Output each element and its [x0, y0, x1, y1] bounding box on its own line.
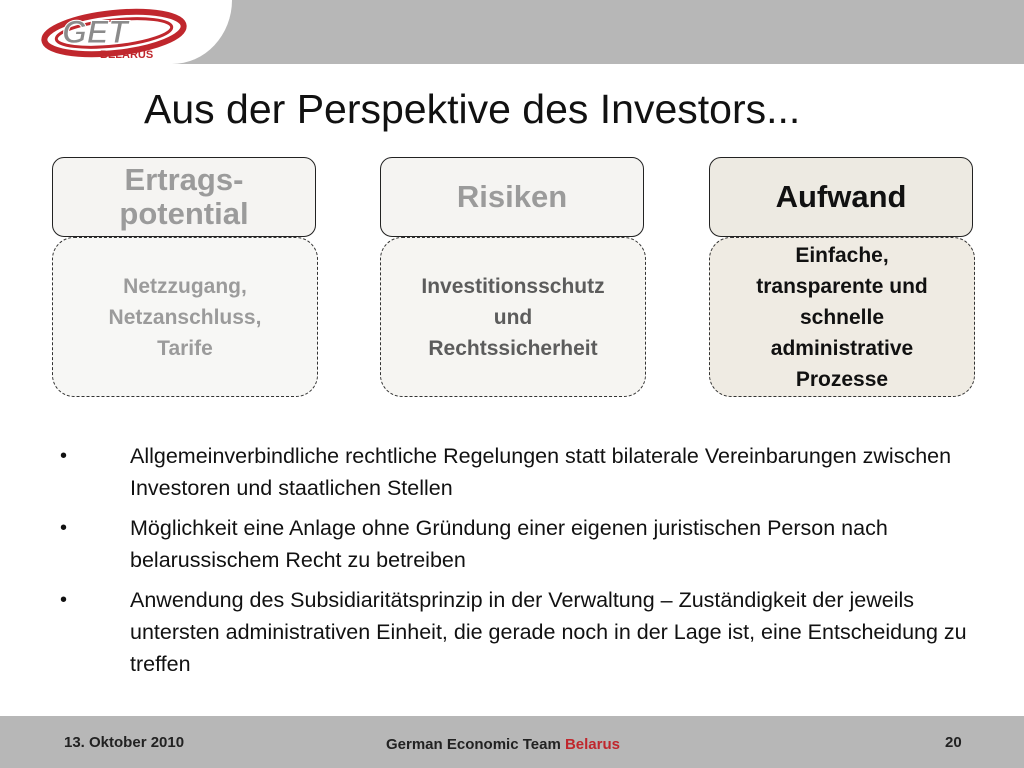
footer-date: 13. Oktober 2010 [64, 734, 185, 751]
logo-area [0, 0, 232, 64]
bullet-list [60, 440, 980, 688]
bullet-item [60, 584, 980, 680]
footer-band [0, 716, 1024, 768]
bullet-marker: • [60, 445, 68, 467]
bullet-item [60, 440, 980, 504]
bullet-item [60, 512, 980, 576]
footer-team-prefix: German Economic Team [386, 736, 565, 753]
page-number: 20 [945, 734, 962, 751]
footer-team [386, 736, 620, 753]
bullet-marker: • [60, 517, 68, 539]
column-heading-aufwand [709, 157, 973, 237]
logo-main-text: GET [62, 14, 128, 50]
get-belarus-logo [40, 6, 200, 60]
column-body-risiken [380, 237, 646, 397]
column-heading-text: Risiken [456, 179, 568, 214]
column-body-text: Netzzugang, Netzanschluss, Tarife [108, 274, 262, 360]
footer-team-accent: Belarus [564, 736, 620, 753]
bullet-text: Anwendung des Subsidiaritätsprinzip in der Verwaltung – Zuständigkeit der jeweils untersten administrativen Einheit, die gerade noch in der Lage ist, eine Entscheidung zu treffen [130, 588, 967, 676]
column-heading-text: Aufwand [775, 179, 907, 214]
bullet-text: Möglichkeit eine Anlage ohne Gründung einer eigenen juristischen Person nach belarussischem Recht zu betreiben [130, 516, 888, 572]
column-heading-text: Ertrags- potential [119, 162, 249, 231]
column-body-ertragspotential [52, 237, 318, 397]
column-body-aufwand [709, 237, 975, 397]
column-body-text: Investitionsschutz und Rechtssicherheit [421, 274, 605, 360]
column-heading-risiken [380, 157, 644, 237]
bullet-marker: • [60, 589, 68, 611]
slide-title: Aus der Perspektive des Investors... [144, 86, 801, 132]
column-body-text: Einfache, transparente und schnelle administrative Prozesse [756, 243, 928, 391]
column-heading-ertragspotential [52, 157, 316, 237]
bullet-text: Allgemeinverbindliche rechtliche Regelungen statt bilaterale Vereinbarungen zwischen Investoren und staatlichen Stellen [130, 444, 952, 500]
logo-sub-text: BELARUS [100, 49, 154, 60]
